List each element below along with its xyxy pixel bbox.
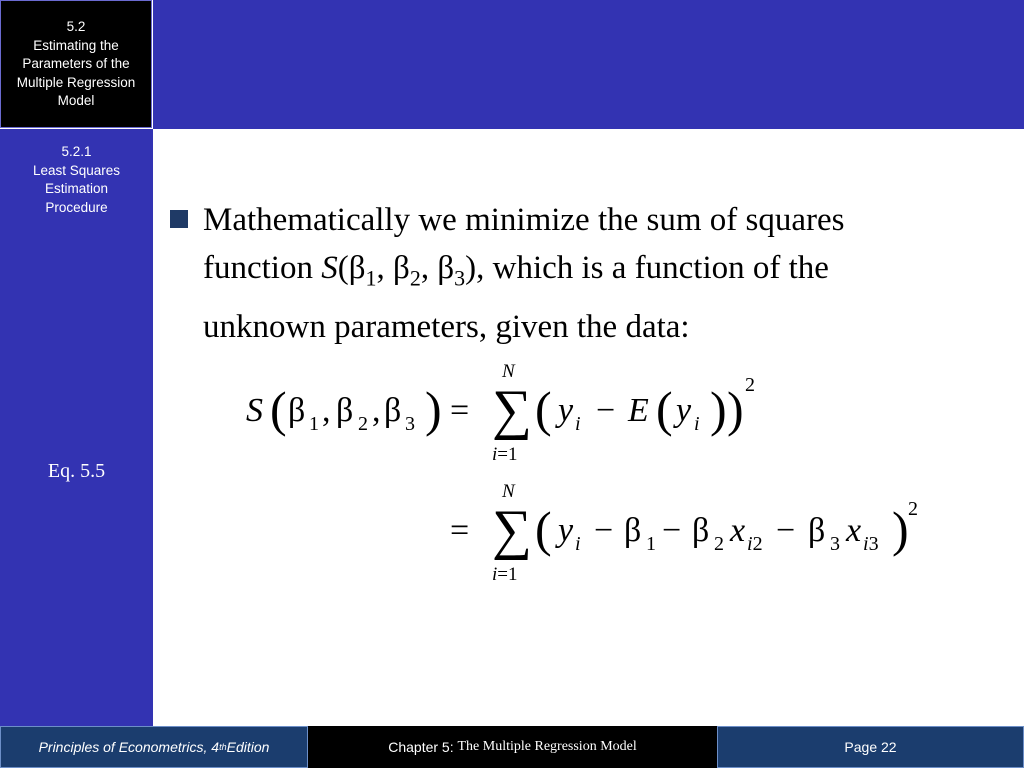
svg-text:E: E [628, 392, 649, 429]
section-number: 5.2 [66, 19, 86, 34]
svg-text:2: 2 [358, 413, 368, 435]
bullet-line-2: function $S(\beta_1$, $\beta_2$, $\beta_3$), which is a function of the [203, 250, 829, 291]
svg-text:∑: ∑ [492, 379, 532, 441]
function-args: ($\beta_1$, $\beta_2$, $\beta_3$) [337, 250, 477, 291]
section-title: Estimating the Parameters of the Multiple Regression Model [16, 37, 136, 108]
bullet-line-3: unknown parameters, given the data: [203, 308, 690, 345]
svg-text:β: β [336, 392, 354, 429]
svg-text:N: N [502, 361, 515, 382]
svg-text:3: 3 [405, 413, 415, 435]
svg-text:): ) [892, 501, 909, 557]
svg-text:S: S [246, 392, 263, 429]
svg-text:β: β [692, 512, 710, 549]
svg-text:=: = [450, 512, 470, 549]
equation-line-1 [246, 361, 755, 465]
subsection-number: 5.2.1 [61, 144, 92, 159]
svg-text:i3: i3 [863, 533, 879, 555]
svg-text:i=1: i=1 [492, 444, 518, 465]
function-symbol: S [321, 250, 338, 286]
svg-text:β: β [624, 512, 642, 549]
footer-page-number: Page 22 [717, 726, 1024, 768]
svg-text:y: y [558, 512, 574, 549]
svg-text:β: β [288, 392, 306, 429]
svg-text:β: β [384, 392, 402, 429]
svg-text:2: 2 [745, 374, 755, 396]
equation-line-2 [450, 481, 918, 585]
svg-text:−: − [662, 512, 682, 549]
bullet-line-1: Mathematically we minimize the sum of squares [203, 202, 845, 238]
svg-text:(: ( [535, 501, 552, 557]
svg-text:−: − [776, 512, 796, 549]
svg-text:i=1: i=1 [492, 564, 518, 585]
svg-text:): ) [425, 381, 442, 437]
svg-text:−: − [594, 512, 614, 549]
svg-text:1: 1 [646, 533, 656, 555]
footer-chapter: Chapter 5: The Multiple Regression Model [308, 726, 717, 768]
svg-text:2: 2 [908, 498, 918, 520]
svg-text:3: 3 [830, 533, 840, 555]
svg-text:x: x [730, 512, 746, 549]
svg-text:x: x [846, 512, 862, 549]
svg-text:y: y [558, 392, 574, 429]
svg-text:=: = [450, 392, 470, 429]
svg-text:y: y [676, 392, 692, 429]
footer [0, 726, 1024, 768]
svg-text:2: 2 [714, 533, 724, 555]
svg-text:(: ( [270, 381, 287, 437]
subsection-title: Least Squares Estimation Procedure [32, 162, 121, 215]
svg-text:∑: ∑ [492, 499, 532, 561]
equation-label: Eq. 5.5 [47, 460, 106, 482]
svg-text:β: β [808, 512, 826, 549]
svg-text:1: 1 [309, 413, 319, 435]
svg-text:i2: i2 [747, 533, 763, 555]
svg-text:−: − [596, 392, 616, 429]
svg-text:(: ( [535, 381, 552, 437]
svg-text:i: i [575, 413, 581, 435]
svg-text:,: , [372, 392, 381, 429]
svg-text:i: i [694, 413, 700, 435]
svg-text:): ) [710, 381, 727, 437]
svg-text:N: N [502, 481, 515, 502]
svg-text:(: ( [656, 381, 673, 437]
svg-text:): ) [727, 381, 744, 437]
svg-text:,: , [322, 392, 331, 429]
footer-book-title: Principles of Econometrics, 4 th Edition [0, 726, 308, 768]
svg-text:i: i [575, 533, 581, 555]
